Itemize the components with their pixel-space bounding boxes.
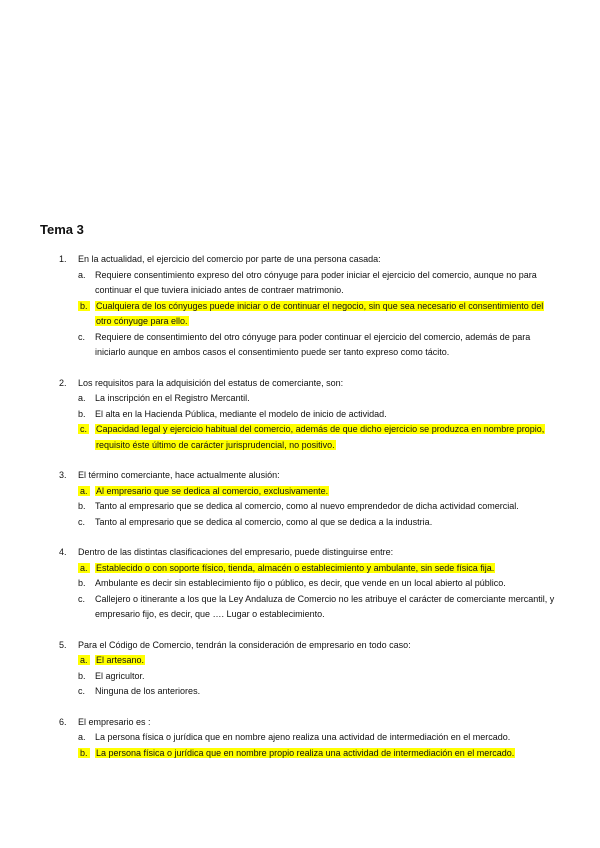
question-text: Dentro de las distintas clasificaciones del empresario, puede distinguirse entre: — [78, 547, 394, 557]
option-letter — [78, 746, 90, 762]
question-number: 5. — [59, 639, 67, 650]
option-letter — [78, 268, 86, 284]
question-number: 4. — [59, 547, 67, 557]
option-letter-text: b. — [78, 578, 86, 588]
option-letter-text: b. — [78, 408, 86, 419]
question-5 — [0, 638, 600, 700]
answer-option — [0, 515, 600, 531]
answer-option — [0, 669, 600, 685]
answer-option — [0, 407, 600, 423]
option-letter — [78, 576, 86, 592]
answer-option — [0, 730, 600, 746]
answer-option — [0, 653, 600, 669]
option-letter — [78, 299, 90, 315]
option-letter — [78, 730, 86, 746]
option-letter — [78, 684, 85, 700]
highlighted-answer-text: Al empresario que se dedica al comercio, exclusivamente. — [96, 485, 329, 496]
question-text: En la actualidad, el ejercicio del comercio por parte de una persona casada: — [78, 254, 381, 264]
option-letter-text: b. — [80, 300, 88, 311]
option-letter-text: c. — [78, 516, 86, 527]
option-letter-text: b. — [80, 747, 88, 758]
question-6 — [0, 715, 600, 762]
answer-option — [0, 592, 600, 623]
option-letter-text: b. — [78, 501, 86, 511]
question-number: 6. — [59, 716, 67, 727]
page-title: Tema 3 — [40, 222, 84, 237]
question-text: Los requisitos para la adquisición del estatus de comerciante, son: — [78, 377, 344, 388]
answer-option — [0, 268, 600, 299]
answer-option — [0, 299, 600, 330]
question-list — [0, 252, 600, 776]
option-letter — [78, 407, 86, 423]
question-3 — [0, 468, 600, 530]
option-letter-text: a. — [78, 269, 86, 280]
option-letter — [78, 515, 85, 531]
question-2 — [0, 376, 600, 454]
answer-option — [0, 684, 600, 700]
question-text: El término comerciante, hace actualmente alusión: — [78, 470, 280, 480]
option-text: Tanto al empresario que se dedica al comercio, como al nuevo emprendedor de dicha actividad comercial. — [95, 501, 519, 511]
highlighted-answer-text: Capacidad legal y ejercicio habitual del comercio, además de que dicho ejercicio se produzca en nombre propio, requisito éste último de carácter jurisprudencial, no positivo. — [96, 424, 545, 450]
option-letter — [78, 592, 85, 608]
question-number: 1. — [59, 254, 67, 264]
answer-option — [0, 576, 600, 592]
option-text: La persona física o jurídica que en nombre ajeno realiza una actividad de intermediación en el mercado. — [95, 732, 511, 742]
question-stem — [0, 252, 600, 268]
question-stem — [0, 376, 600, 392]
option-text: Requiere de consentimiento del otro cónyuge para poder continuar el ejercicio del comercio, además de para iniciarlo aunque en ambos casos el consentimiento puede ser tanto expreso como tácito. — [95, 331, 531, 357]
answer-option — [0, 561, 600, 577]
answer-option — [0, 484, 600, 500]
option-letter — [78, 484, 90, 500]
option-letter — [78, 422, 89, 438]
question-1 — [0, 252, 600, 361]
highlighted-answer-text: El artesano. — [96, 655, 145, 665]
question-stem — [0, 468, 600, 484]
option-letter — [78, 499, 86, 515]
option-text: El agricultor. — [95, 670, 145, 681]
option-letter — [78, 669, 86, 685]
highlighted-answer-text: Establecido o con soporte físico, tienda, almacén o establecimiento y ambulante, sin sede física fija. — [96, 562, 495, 573]
answer-option — [0, 330, 600, 361]
option-text: Ninguna de los anteriores. — [95, 686, 201, 696]
answer-option — [0, 391, 600, 407]
question-stem — [0, 638, 600, 654]
option-text: Tanto al empresario que se dedica al comercio, como al que se dedica a la industria. — [95, 516, 433, 527]
option-text: Ambulante es decir sin establecimiento fijo o público, es decir, que vende en un local abierto al público. — [95, 578, 506, 588]
option-letter-text: a. — [78, 393, 86, 403]
answer-option — [0, 499, 600, 515]
highlighted-answer-text: Cualquiera de los cónyuges puede iniciar o de continuar el negocio, sin que sea necesario el consentimiento del otro cónyuge para ello. — [96, 300, 544, 326]
option-text: Requiere consentimiento expreso del otro cónyuge para poder iniciar el ejercicio del comercio, aunque no para continuar el que tuviera iniciado antes de contraer matrimonio. — [95, 269, 537, 295]
option-letter — [78, 653, 90, 669]
question-4 — [0, 545, 600, 623]
option-letter-text: b. — [78, 670, 86, 681]
option-letter — [78, 561, 90, 577]
answer-option — [0, 422, 600, 453]
option-letter-text: c. — [78, 686, 86, 696]
option-letter-text: c. — [78, 331, 86, 342]
option-letter-text: a. — [80, 485, 88, 496]
question-text: Para el Código de Comercio, tendrán la consideración de empresario en todo caso: — [78, 639, 411, 650]
option-text: La inscripción en el Registro Mercantil. — [95, 393, 250, 403]
option-text: Callejero o itinerante a los que la Ley Andaluza de Comercio no les atribuye el carácter de comerciante mercantil, y empresario fijo, es decir, que …. Lugar o establecimiento. — [95, 593, 555, 619]
answer-option — [0, 746, 600, 762]
option-letter-text: c. — [80, 424, 88, 434]
question-number: 3. — [59, 470, 67, 480]
option-letter — [78, 330, 85, 346]
option-letter — [78, 391, 86, 407]
option-letter-text: a. — [80, 655, 88, 665]
option-letter-text: a. — [80, 562, 88, 573]
highlighted-answer-text: La persona física o jurídica que en nombre propio realiza una actividad de intermediación en el mercado. — [96, 747, 515, 758]
question-stem — [0, 715, 600, 731]
question-number: 2. — [59, 377, 67, 388]
option-letter-text: a. — [78, 732, 86, 742]
option-text: El alta en la Hacienda Pública, mediante el modelo de inicio de actividad. — [95, 408, 387, 419]
question-text: El empresario es : — [78, 716, 151, 727]
option-letter-text: c. — [78, 593, 86, 604]
question-stem — [0, 545, 600, 561]
